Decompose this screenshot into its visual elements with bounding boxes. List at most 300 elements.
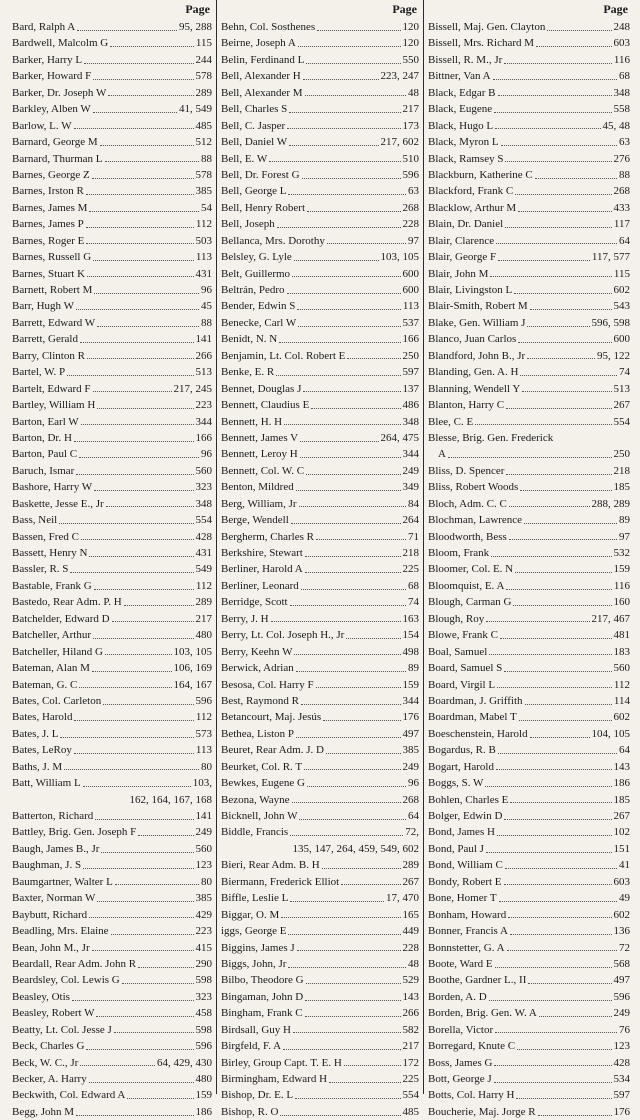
entry-name: Bartelt, Edward F: [12, 382, 91, 395]
index-entry: [221, 200, 419, 216]
entry-pages: 114: [613, 694, 630, 707]
dot-leader: [295, 1098, 400, 1099]
index-entry: [221, 167, 419, 183]
entry-pages: 289: [195, 596, 212, 609]
entry-name: Barnes, James P: [12, 218, 84, 231]
index-entry: [221, 594, 419, 610]
dot-leader: [515, 572, 611, 573]
entry-pages: 135, 147, 264, 459, 549, 602: [292, 842, 419, 855]
entry-name: Bonham, Howard: [428, 908, 507, 921]
entry-name: Berkshire, Stewart: [221, 547, 303, 559]
index-entry: [12, 479, 212, 495]
index-entry: [221, 430, 419, 446]
index-entry: [221, 1038, 419, 1054]
entry-name: Blair, John M: [428, 267, 489, 280]
index-entry: [428, 446, 630, 462]
entry-name: Bard, Ralph A: [12, 21, 76, 33]
entry-name: Bishop, R. O: [221, 1105, 279, 1118]
entry-name: Bell, Joseph: [221, 218, 275, 231]
entry-pages: 596: [402, 168, 419, 181]
dot-leader: [276, 375, 400, 376]
dot-leader: [300, 457, 401, 458]
dot-leader: [83, 786, 191, 787]
dot-leader: [269, 161, 400, 162]
entry-pages: 117: [613, 218, 630, 231]
index-entry: [221, 529, 419, 545]
dot-leader: [527, 358, 595, 359]
entry-name: Beasley, Robert W: [12, 1007, 95, 1020]
entry-pages: 596, 598: [591, 316, 630, 329]
page-column-header: Page: [185, 2, 210, 16]
entry-name: Black, Hugo L: [428, 119, 494, 132]
dot-leader: [290, 835, 403, 836]
entry-pages: 602: [613, 908, 630, 921]
dot-leader: [516, 1098, 611, 1099]
entry-pages: 74: [408, 596, 419, 609]
entry-pages: 96: [201, 284, 212, 296]
entry-name: Blanton, Harry C: [428, 399, 505, 412]
index-entry: [428, 151, 630, 167]
dot-leader: [316, 539, 406, 540]
index-entry: [12, 35, 212, 51]
index-entry: [428, 726, 630, 742]
entry-name: Blair-Smith, Robert M: [428, 300, 528, 313]
index-entry: [12, 890, 212, 906]
dot-leader: [307, 211, 400, 212]
entry-name: Bateman, G. C: [12, 678, 78, 691]
index-entry: [12, 824, 212, 840]
entry-pages: 45: [201, 300, 212, 313]
index-entry: [428, 1055, 630, 1071]
entry-pages: 288, 289: [591, 497, 630, 510]
dot-leader: [76, 474, 193, 475]
index-entry: [12, 249, 212, 265]
entry-name: Beuret, Rear Adm. J. D: [221, 744, 324, 757]
entry-pages: 96: [408, 777, 419, 790]
index-entry: [428, 266, 630, 282]
entry-name: Berg, William, Jr: [221, 497, 297, 510]
index-entry: [428, 101, 630, 117]
entry-pages: 598: [195, 1023, 212, 1036]
entry-name: Barnes, Irston R: [12, 185, 84, 198]
index-entry: [221, 841, 419, 857]
dot-leader: [74, 753, 194, 754]
index-entry: [221, 693, 419, 709]
dot-leader: [485, 786, 611, 787]
entry-pages: 600: [402, 284, 419, 296]
dot-leader: [94, 293, 199, 294]
index-entry: [12, 989, 212, 1005]
entry-name: Baugh, James B., Jr: [12, 842, 100, 855]
index-entry: [428, 972, 630, 988]
index-entry: [221, 151, 419, 167]
entry-name: Barton, Paul C: [12, 448, 78, 461]
index-entry: [428, 677, 630, 693]
entry-name: Blair, Clarence: [428, 234, 495, 247]
entry-pages: 141: [195, 333, 212, 346]
dot-leader: [493, 79, 617, 80]
index-entry: [428, 1087, 630, 1103]
index-entry: [221, 627, 419, 643]
entry-pages: 497: [402, 727, 419, 740]
entry-pages: 602: [613, 284, 630, 296]
entry-pages: 112: [195, 579, 212, 592]
entry-name: Blanning, Wendell Y: [428, 382, 521, 395]
dot-leader: [341, 884, 400, 885]
index-entry: [221, 52, 419, 68]
entry-pages: 481: [613, 629, 630, 642]
entry-pages: 228: [402, 941, 419, 954]
entry-name: iggs, George E: [221, 925, 287, 938]
dot-leader: [287, 128, 400, 129]
dot-leader: [74, 128, 194, 129]
entry-pages: 554: [402, 1089, 419, 1102]
entry-name: Bloomer, Col. E. N: [428, 563, 514, 576]
index-entry: [428, 529, 630, 545]
dot-leader: [114, 1032, 194, 1033]
entry-pages: 63: [408, 185, 419, 198]
index-entry: [221, 611, 419, 627]
entry-pages: 603: [613, 37, 630, 50]
index-entry: [221, 1005, 419, 1021]
index-entry: [12, 52, 212, 68]
entry-pages: 582: [402, 1023, 419, 1036]
index-entry: [428, 134, 630, 150]
entry-pages: 249: [195, 826, 212, 839]
entry-pages: 415: [195, 941, 212, 954]
index-entry: [221, 578, 419, 594]
entry-pages: 268: [402, 201, 419, 214]
index-entry: [221, 775, 419, 791]
entry-pages: 112: [195, 711, 212, 724]
dot-leader: [301, 704, 401, 705]
dot-leader: [344, 1065, 401, 1066]
dot-leader: [496, 769, 612, 770]
entry-name: Betancourt, Maj. Jesús: [221, 711, 322, 724]
entry-name: Bartel, W. P: [12, 366, 66, 379]
entry-name: Beirne, Joseph A: [221, 37, 296, 50]
index-entry: [428, 940, 630, 956]
index-entry: [428, 1022, 630, 1038]
entry-name: Bender, Edwin S: [221, 300, 296, 313]
dot-leader: [497, 687, 612, 688]
index-column-3: [424, 0, 634, 1118]
index-entry: [428, 512, 630, 528]
index-entry: [12, 644, 212, 660]
entry-pages: 568: [613, 957, 630, 970]
dot-leader: [525, 704, 612, 705]
entry-pages: 480: [195, 629, 212, 642]
dot-leader: [300, 441, 378, 442]
dot-leader: [76, 309, 199, 310]
entry-pages: 165: [402, 908, 419, 921]
dot-leader: [317, 30, 400, 31]
index-entry: [221, 68, 419, 84]
entry-pages: 264: [402, 514, 419, 527]
entry-pages: 97: [619, 530, 630, 543]
dot-leader: [326, 753, 401, 754]
entry-name: Beadling, Mrs. Elaine: [12, 925, 109, 938]
entry-pages: 136: [613, 925, 630, 938]
index-entry: [428, 200, 630, 216]
dot-leader: [311, 408, 400, 409]
entry-pages: 249: [613, 1007, 630, 1020]
dot-leader: [103, 704, 193, 705]
index-entry: [12, 775, 212, 791]
entry-pages: 529: [402, 974, 419, 987]
index-entry: [221, 331, 419, 347]
dot-leader: [504, 671, 611, 672]
index-entry: [12, 446, 212, 462]
index-entry: [221, 183, 419, 199]
entry-pages: 217: [402, 1040, 419, 1053]
index-column-1: [8, 0, 216, 1118]
entry-pages: 597: [402, 366, 419, 379]
index-entry: [12, 709, 212, 725]
index-entry: [12, 545, 212, 561]
entry-name: Boss, James G: [428, 1056, 493, 1069]
entry-name: Bell, Daniel W: [221, 136, 288, 149]
entry-pages: 554: [613, 415, 630, 428]
entry-name: Barnes, Russell G: [12, 251, 92, 264]
dot-leader: [108, 95, 193, 96]
dot-leader: [506, 474, 611, 475]
entry-pages: 250: [402, 349, 419, 362]
entry-name: Bone, Homer T: [428, 892, 497, 905]
index-entry: [12, 1071, 212, 1087]
dot-leader: [292, 802, 401, 803]
entry-name: Barker, Dr. Joseph W: [12, 86, 107, 99]
entry-pages: 289: [195, 86, 212, 99]
entry-pages: 95, 288: [179, 21, 212, 33]
dot-leader: [517, 1049, 611, 1050]
index-entry: [12, 118, 212, 134]
index-entry: [12, 85, 212, 101]
dot-leader: [530, 737, 590, 738]
entry-pages: 348: [613, 86, 630, 99]
dot-leader: [495, 1032, 617, 1033]
dot-leader: [87, 358, 194, 359]
entry-name: Bloomquist, E. A: [428, 579, 505, 592]
index-entry: [221, 85, 419, 101]
dot-leader: [101, 852, 193, 853]
dot-leader: [494, 1082, 612, 1083]
entry-name: Boothe, Gardner L., II: [428, 974, 527, 987]
index-entry: [221, 824, 419, 840]
entry-name: Belin, Ferdinand L: [221, 53, 305, 66]
entry-name: Baruch, Ismar: [12, 464, 75, 477]
dot-leader: [296, 490, 401, 491]
entry-pages: 89: [408, 662, 419, 675]
entry-pages: 166: [195, 431, 212, 444]
dot-leader: [127, 1098, 193, 1099]
entry-pages: 537: [402, 316, 419, 329]
index-entry: [428, 824, 630, 840]
entry-pages: 578: [195, 168, 212, 181]
index-entry: [428, 496, 630, 512]
entry-pages: 225: [402, 563, 419, 576]
entry-pages: 117, 577: [591, 251, 630, 264]
index-entry: [12, 874, 212, 890]
index-entry: [428, 249, 630, 265]
entry-pages: 266: [402, 1007, 419, 1020]
entry-pages: 88: [201, 316, 212, 329]
entry-name: Borden, Brig. Gen. W. A: [428, 1007, 537, 1020]
entry-pages: 223: [195, 925, 212, 938]
entry-name: Bellanca, Mrs. Dorothy: [221, 234, 325, 247]
dot-leader: [95, 819, 193, 820]
index-entry: [428, 693, 630, 709]
index-entry: [428, 792, 630, 808]
entry-name: Bashore, Harry W: [12, 481, 93, 494]
entry-pages: 113: [195, 251, 212, 264]
entry-pages: 116: [613, 53, 630, 66]
index-entry: [428, 479, 630, 495]
entry-pages: 217, 467: [591, 612, 630, 625]
dot-leader: [520, 490, 611, 491]
dot-leader: [93, 260, 194, 261]
entry-name: Bethea, Liston P: [221, 727, 295, 740]
entry-name: Bass, Neil: [12, 514, 58, 527]
index-entry: [12, 660, 212, 676]
dot-leader: [290, 901, 384, 902]
dot-leader: [486, 621, 589, 622]
dot-leader: [305, 572, 401, 573]
index-entry: [428, 331, 630, 347]
dot-leader: [93, 112, 177, 113]
index-entry: [12, 68, 212, 84]
entry-name: Bates, LeRoy: [12, 744, 72, 757]
entry-name: Bolger, Edwin D: [428, 810, 503, 822]
index-entry: [221, 989, 419, 1005]
index-entry: [428, 857, 630, 873]
entry-pages: 512: [195, 136, 212, 149]
entry-name: Baths, J. M: [12, 760, 63, 773]
dot-leader: [509, 539, 617, 540]
dot-leader: [288, 967, 406, 968]
dot-leader: [89, 1082, 194, 1083]
entry-name: Beck, Charles G: [12, 1040, 85, 1053]
entry-pages: 349: [402, 481, 419, 494]
entry-pages: 323: [195, 481, 212, 494]
index-entry: [221, 1087, 419, 1103]
dot-leader: [288, 194, 406, 195]
entry-name: Barrett, Gerald: [12, 333, 78, 346]
entry-pages: 120: [402, 21, 419, 33]
entry-pages: 217, 602: [380, 136, 419, 149]
entry-name: Belt, Guillermo: [221, 267, 291, 280]
entry-pages: 264, 475: [380, 431, 419, 444]
dot-leader: [92, 178, 194, 179]
dot-leader: [506, 589, 612, 590]
dot-leader: [510, 802, 611, 803]
index-entry: [12, 857, 212, 873]
dot-leader: [59, 523, 193, 524]
entry-name: Biermann, Frederick Elliot: [221, 875, 340, 888]
dot-leader: [538, 1115, 612, 1116]
entry-name: Blair, Livingston L: [428, 284, 513, 296]
index-entry: [428, 1038, 630, 1054]
dot-leader: [323, 720, 400, 721]
entry-name: Barker, Harry L: [12, 53, 83, 66]
index-entry: [221, 512, 419, 528]
page-column-header: Page: [603, 2, 628, 16]
entry-name: Birdsall, Guy H: [221, 1023, 291, 1036]
entry-name: Barkley, Alben W: [12, 103, 91, 116]
dot-leader: [74, 441, 194, 442]
index-entry: [428, 1104, 630, 1120]
index-entry: [221, 545, 419, 561]
entry-pages: 266: [195, 349, 212, 362]
entry-name: Benecke, Carl W: [221, 316, 297, 329]
entry-name: Barnett, Robert M: [12, 284, 93, 296]
entry-pages: 186: [613, 777, 630, 790]
entry-pages: 549: [195, 563, 212, 576]
index-entry: [12, 151, 212, 167]
index-entry: [12, 282, 212, 298]
entry-pages: 63: [619, 136, 630, 149]
entry-pages: 151: [613, 842, 630, 855]
entry-name: Bates, J. L: [12, 727, 59, 740]
index-entry: [12, 298, 212, 314]
entry-name: Bassen, Fred C: [12, 530, 79, 543]
dot-leader: [489, 1000, 612, 1001]
index-entry: [428, 85, 630, 101]
dot-leader: [316, 687, 401, 688]
index-entry: [221, 446, 419, 462]
index-entry: [221, 381, 419, 397]
index-entry: [428, 216, 630, 232]
dot-leader: [498, 753, 617, 754]
dot-leader: [94, 490, 193, 491]
entry-pages: 597: [613, 1089, 630, 1102]
entry-pages: 68: [408, 579, 419, 592]
entry-name: Bell, Alexander M: [221, 86, 303, 99]
entry-name: Benjamin, Lt. Col. Robert E: [221, 349, 346, 362]
entry-pages: 558: [613, 103, 630, 116]
dot-leader: [505, 868, 617, 869]
entry-pages: 554: [195, 514, 212, 527]
entry-pages: 76: [619, 1023, 630, 1036]
entry-name: Bissell, Mrs. Richard M: [428, 37, 535, 50]
entry-list: [12, 19, 212, 1120]
index-entry: [428, 397, 630, 413]
dot-leader: [86, 194, 194, 195]
dot-leader: [496, 243, 617, 244]
index-entry: [12, 233, 212, 249]
entry-name: Boucherie, Maj. Jorge R: [428, 1105, 536, 1118]
index-entry: [221, 298, 419, 314]
dot-leader: [305, 556, 401, 557]
index-entry: [428, 956, 630, 972]
dot-leader: [283, 1049, 400, 1050]
dot-leader: [138, 835, 193, 836]
dot-leader: [60, 737, 193, 738]
index-entry: [428, 298, 630, 314]
index-entry: [221, 35, 419, 51]
dot-leader: [293, 1032, 401, 1033]
entry-name: Black, Edgar B: [428, 86, 496, 99]
dot-leader: [76, 1115, 193, 1116]
dot-leader: [81, 424, 194, 425]
entry-pages: 173: [402, 119, 419, 132]
dot-leader: [70, 572, 193, 573]
entry-name: Black, Myron L: [428, 136, 499, 149]
index-entry: [12, 1055, 212, 1071]
entry-pages: 449: [402, 925, 419, 938]
entry-name: Barker, Howard F: [12, 70, 92, 83]
dot-leader: [86, 227, 194, 228]
